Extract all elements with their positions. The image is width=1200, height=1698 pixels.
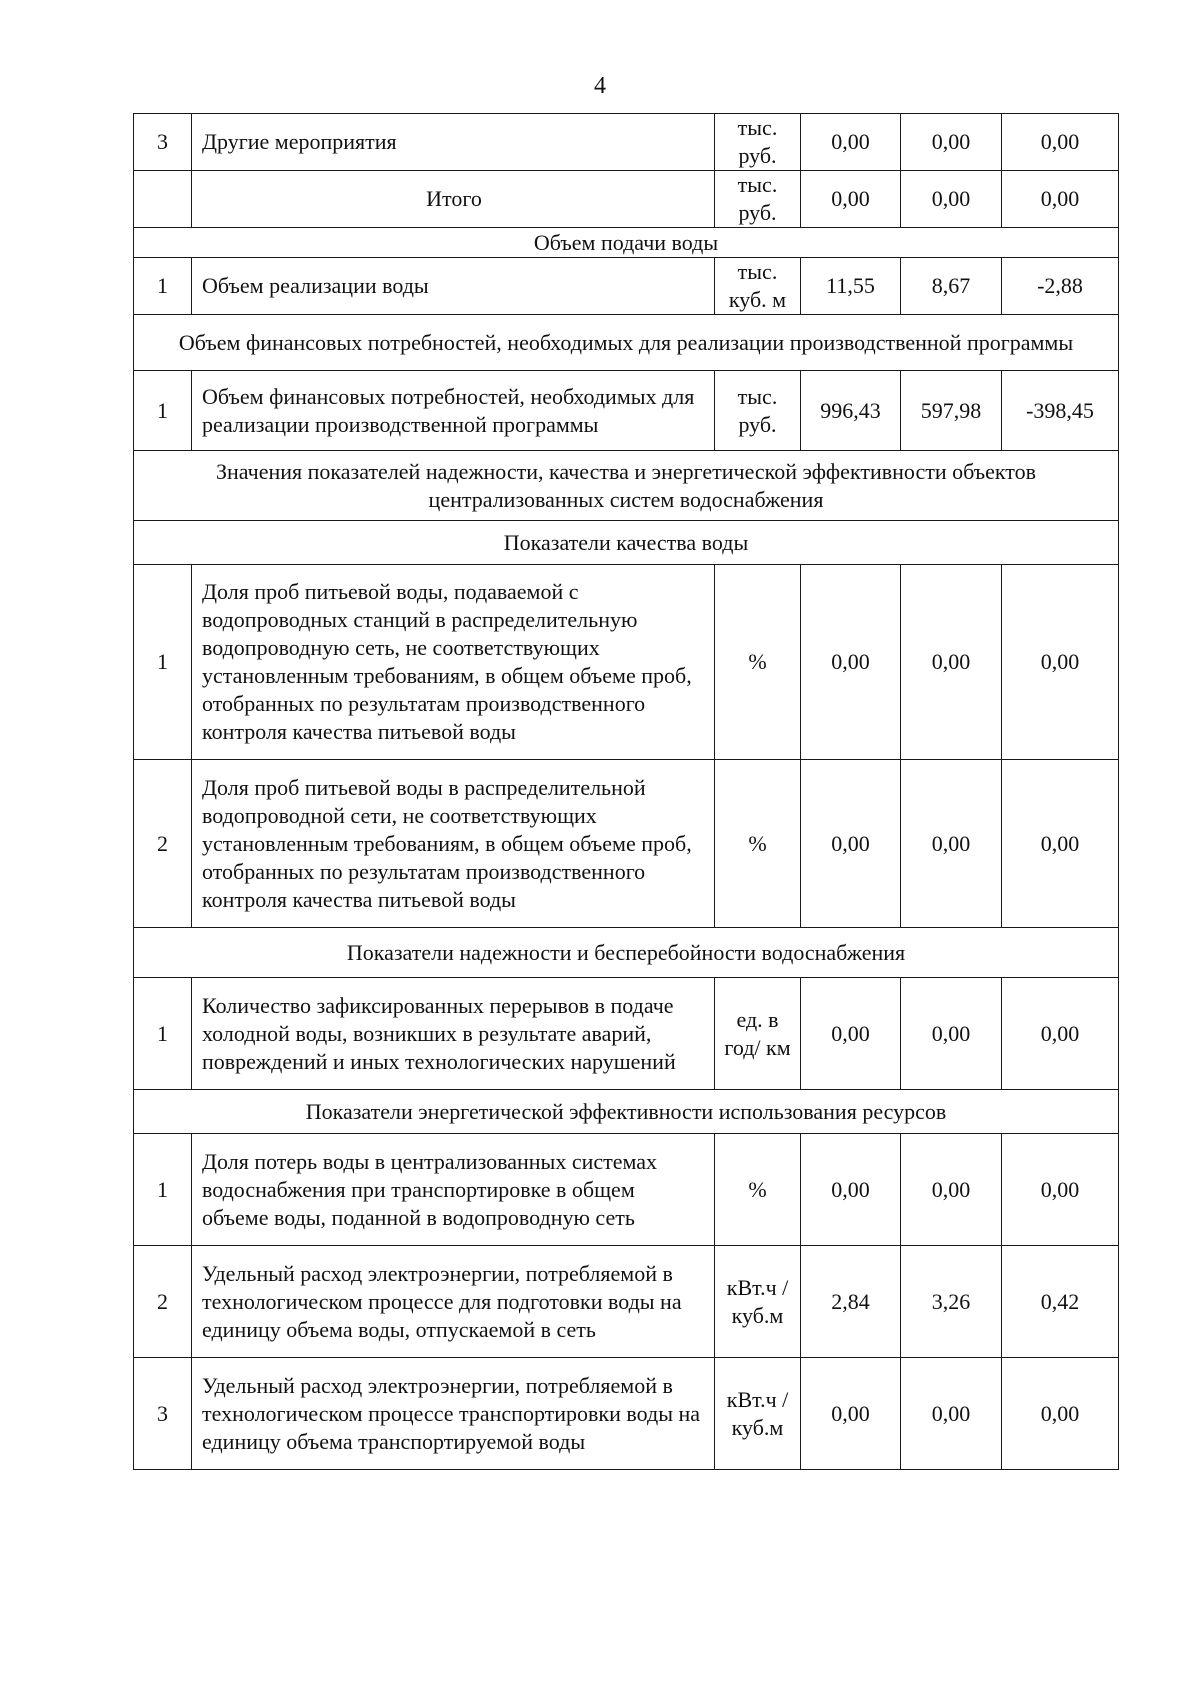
- section-header-row: [134, 228, 1119, 258]
- unit-cell: %: [715, 565, 801, 760]
- value-cell-3: 0,00: [1002, 1134, 1119, 1246]
- value-cell-2: 0,00: [901, 1358, 1002, 1470]
- indicator-name: Объем финансовых потребностей, необходимых для реализации производственной программы: [192, 371, 715, 451]
- value-cell-2: 0,00: [901, 565, 1002, 760]
- unit-cell: тыс. руб.: [715, 371, 801, 451]
- row-number: 2: [134, 1246, 192, 1358]
- section-header-row: [134, 315, 1119, 371]
- row-number: 2: [134, 760, 192, 928]
- unit-cell: тыс. куб. м: [715, 258, 801, 315]
- value-cell-1: 0,00: [801, 1134, 901, 1246]
- value-cell-1: 0,00: [801, 1358, 901, 1470]
- table-row: [134, 1134, 1119, 1246]
- value-cell-1: 0,00: [801, 114, 901, 171]
- value-cell-1: 0,00: [801, 760, 901, 928]
- table-row: [134, 114, 1119, 171]
- indicator-name: Количество зафиксированных перерывов в подаче холодной воды, возникших в результате аварий, повреждений и иных технологических нарушений: [192, 978, 715, 1090]
- indicator-name: Объем реализации воды: [192, 258, 715, 315]
- unit-cell: %: [715, 760, 801, 928]
- unit-cell: тыс. руб.: [715, 171, 801, 228]
- section-header-row: [134, 928, 1119, 978]
- table-row: [134, 258, 1119, 315]
- indicator-name: Удельный расход электроэнергии, потребляемой в технологическом процессе транспортировки воды на единицу объема транспортируемой воды: [192, 1358, 715, 1470]
- value-cell-2: 3,26: [901, 1246, 1002, 1358]
- table-row: [134, 1358, 1119, 1470]
- value-cell-1: 2,84: [801, 1246, 901, 1358]
- indicator-name: Итого: [192, 171, 715, 228]
- section-header-row: [134, 1090, 1119, 1134]
- value-cell-2: 0,00: [901, 1134, 1002, 1246]
- value-cell-1: 996,43: [801, 371, 901, 451]
- row-number: 1: [134, 978, 192, 1090]
- section-title: Показатели энергетической эффективности использования ресурсов: [134, 1090, 1119, 1134]
- total-row: [134, 171, 1119, 228]
- indicator-name: Удельный расход электроэнергии, потребляемой в технологическом процессе для подготовки воды на единицу объема воды, отпускаемой в сеть: [192, 1246, 715, 1358]
- section-header-row: [134, 451, 1119, 521]
- value-cell-1: 0,00: [801, 171, 901, 228]
- value-cell-3: 0,42: [1002, 1246, 1119, 1358]
- value-cell-2: 0,00: [901, 760, 1002, 928]
- unit-cell: тыс. руб.: [715, 114, 801, 171]
- indicators-table: [133, 113, 1119, 1470]
- table-row: [134, 1246, 1119, 1358]
- table-row: [134, 978, 1119, 1090]
- table-row: [134, 565, 1119, 760]
- section-header-row: [134, 521, 1119, 565]
- row-number: 3: [134, 1358, 192, 1470]
- row-number: 1: [134, 371, 192, 451]
- value-cell-2: 0,00: [901, 978, 1002, 1090]
- value-cell-2: 0,00: [901, 114, 1002, 171]
- value-cell-2: 597,98: [901, 371, 1002, 451]
- indicator-name: Доля проб питьевой воды в распределительной водопроводной сети, не соответствующих установленным требованиям, в общем объеме проб, отобранных по результатам производственного контроля качества питьевой воды: [192, 760, 715, 928]
- section-title: Объем подачи воды: [134, 228, 1119, 258]
- row-number: [134, 171, 192, 228]
- unit-cell: %: [715, 1134, 801, 1246]
- value-cell-3: -2,88: [1002, 258, 1119, 315]
- unit-cell: кВт.ч / куб.м: [715, 1358, 801, 1470]
- section-title: Значения показателей надежности, качества и энергетической эффективности объектов централизованных систем водоснабжения: [134, 451, 1119, 521]
- value-cell-3: 0,00: [1002, 978, 1119, 1090]
- unit-cell: кВт.ч / куб.м: [715, 1246, 801, 1358]
- section-title: Показатели качества воды: [134, 521, 1119, 565]
- value-cell-2: 8,67: [901, 258, 1002, 315]
- indicator-name: Доля проб питьевой воды, подаваемой с водопроводных станций в распределительную водопроводную сеть, не соответствующих установленным требованиям, в общем объеме проб, отобранных по результатам производственного контроля качества питьевой воды: [192, 565, 715, 760]
- table-body: [134, 114, 1119, 1470]
- indicator-name: Другие мероприятия: [192, 114, 715, 171]
- value-cell-1: 11,55: [801, 258, 901, 315]
- section-title: Объем финансовых потребностей, необходимых для реализации производственной программы: [134, 315, 1119, 371]
- table-row: [134, 760, 1119, 928]
- value-cell-3: 0,00: [1002, 1358, 1119, 1470]
- page-number: 4: [594, 73, 606, 99]
- row-number: 1: [134, 1134, 192, 1246]
- table-row: [134, 371, 1119, 451]
- value-cell-2: 0,00: [901, 171, 1002, 228]
- value-cell-3: 0,00: [1002, 171, 1119, 228]
- indicator-name: Доля потерь воды в централизованных системах водоснабжения при транспортировке в общем объеме воды, поданной в водопроводную сеть: [192, 1134, 715, 1246]
- unit-cell: ед. в год/ км: [715, 978, 801, 1090]
- value-cell-1: 0,00: [801, 978, 901, 1090]
- value-cell-1: 0,00: [801, 565, 901, 760]
- value-cell-3: 0,00: [1002, 565, 1119, 760]
- value-cell-3: -398,45: [1002, 371, 1119, 451]
- row-number: 1: [134, 565, 192, 760]
- row-number: 3: [134, 114, 192, 171]
- section-title: Показатели надежности и бесперебойности водоснабжения: [134, 928, 1119, 978]
- row-number: 1: [134, 258, 192, 315]
- value-cell-3: 0,00: [1002, 760, 1119, 928]
- value-cell-3: 0,00: [1002, 114, 1119, 171]
